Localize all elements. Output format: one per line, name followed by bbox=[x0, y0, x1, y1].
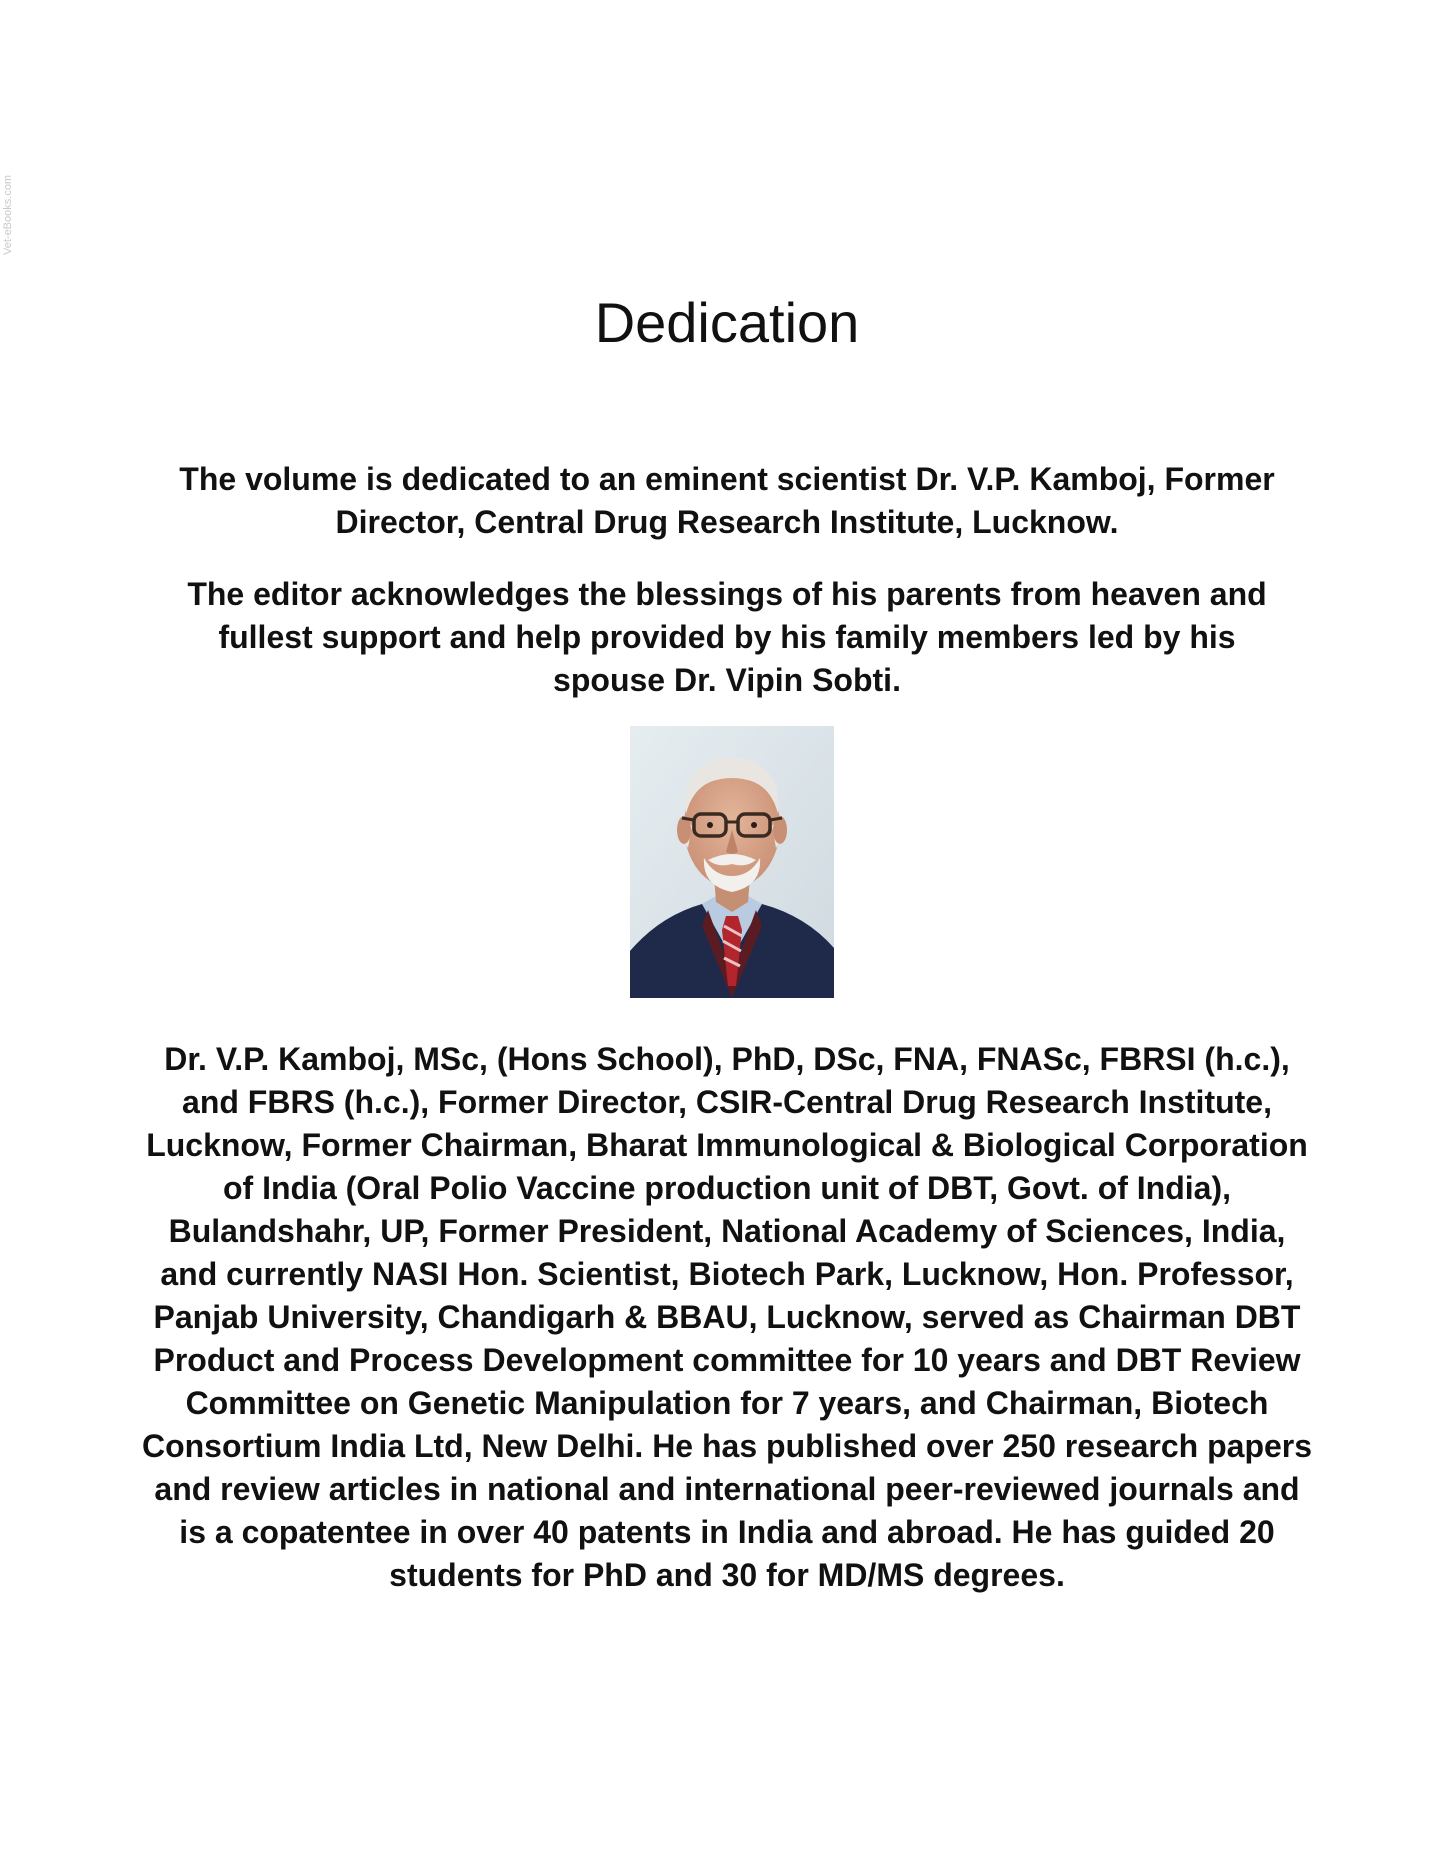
page-title: Dedication bbox=[594, 291, 860, 354]
biography-paragraph: Dr. V.P. Kamboj, MSc, (Hons School), PhD, DSc, FNA, FNASc, FBRSI (h.c.), and FBRS (h.c.), Former Director, CSIR-Central Drug Research Institute, Lucknow, Former Chairman, Bharat Immunological & Biological Corporation of India (Oral Polio Vaccine production unit of DBT, Govt. of India), Bulandshahr, UP, Former President, National Academy of Sciences, India, and currently NASI Hon. Scientist, Biotech Park, Lucknow, Hon. Professor, Panjab University, Chandigarh & BBAU, Lucknow, served as Chairman DBT Product and Process Development committee for 10 years and DBT Review Committee on Genetic Manipulation for 7 years, and Chairman, Biotech Consortium India Ltd, New Delhi. He has published over 250 research papers and review articles in national and international peer-reviewed journals and is a copatentee in over 40 patents in India and abroad. He has guided 20 students for PhD and 30 for MD/MS degrees. bbox=[141, 1041, 1313, 1593]
acknowledgement-paragraph: The editor acknowledges the blessings of his parents from heaven and fullest support and help provided by his family members led by his spouse Dr. Vipin Sobti. bbox=[187, 576, 1267, 698]
portrait-photo bbox=[630, 726, 834, 998]
dedication-paragraph: The volume is dedicated to an eminent scientist Dr. V.P. Kamboj, Former Director, Central Drug Research Institute, Lucknow. bbox=[179, 461, 1275, 540]
watermark-text: Vet-eBooks.com bbox=[2, 174, 14, 255]
